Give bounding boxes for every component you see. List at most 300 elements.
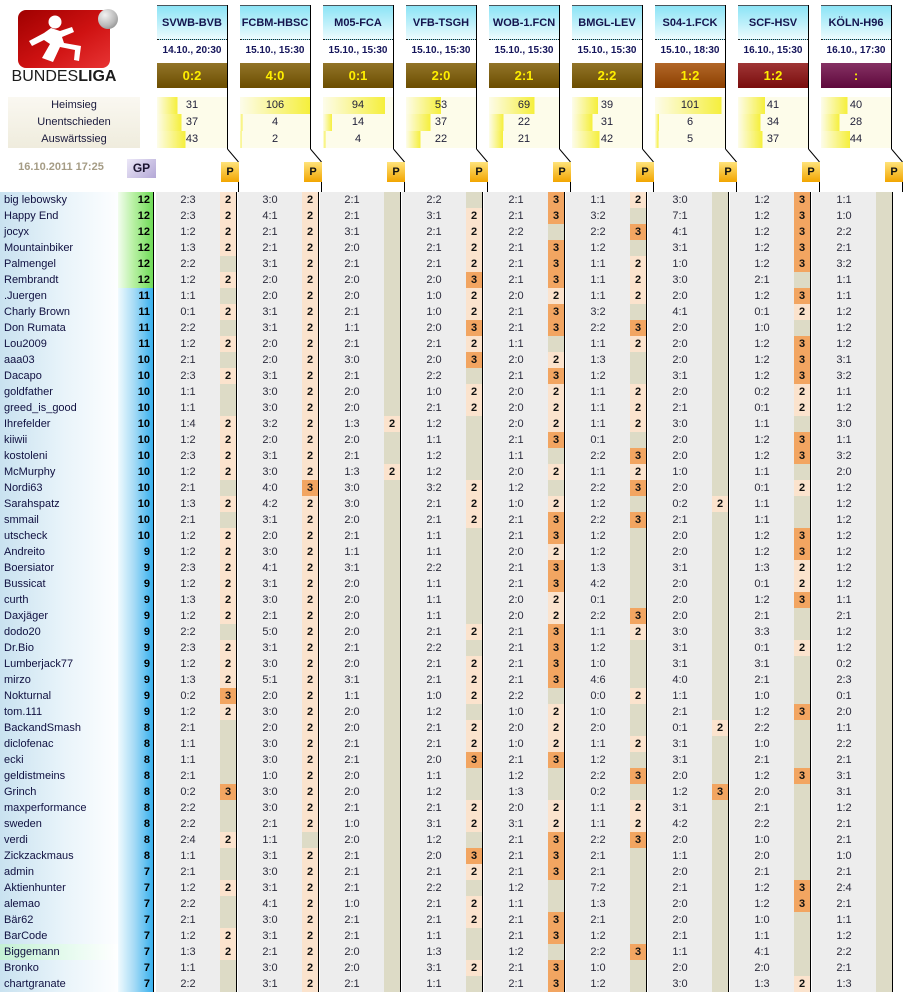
tip-points: 3: [548, 848, 565, 864]
match-tip-cell: [402, 800, 484, 816]
tip-points: [466, 192, 483, 208]
tip-score: 2:1: [156, 352, 220, 368]
tip-points: [712, 608, 729, 624]
match-tip-cell: [156, 352, 238, 368]
tip-score: 1:1: [402, 976, 466, 992]
tip-points: 2: [302, 192, 319, 208]
match-name: WOB-1.FCN: [489, 5, 559, 40]
player-total-points: 10: [118, 400, 154, 416]
tip-score: 2:2: [730, 816, 794, 832]
stat-draw-count: 31: [600, 116, 614, 128]
stat-home-win-count: 39: [600, 99, 614, 111]
points-column-header: [489, 149, 572, 192]
points-sort-button[interactable]: P: [802, 162, 820, 182]
tip-points: 2: [220, 240, 237, 256]
tip-points: [384, 672, 401, 688]
player-total-points: 9: [118, 624, 154, 640]
match-tip-cell: [730, 688, 812, 704]
match-tip-cell: [402, 640, 484, 656]
tip-score: 2:0: [648, 352, 712, 368]
tip-points: [220, 912, 237, 928]
tip-points: [712, 384, 729, 400]
tip-score: 2:0: [648, 544, 712, 560]
column-divider: [227, 5, 228, 149]
tip-score: 3:1: [320, 560, 384, 576]
match-tip-cell: [402, 880, 484, 896]
tip-points: 2: [302, 912, 319, 928]
match-tip-cell: [812, 592, 894, 608]
match-tip-cell: [566, 688, 648, 704]
points-sort-button[interactable]: P: [221, 162, 239, 182]
match-tip-cell: [730, 672, 812, 688]
tip-points: 3: [548, 192, 565, 208]
player-total-points: 7: [118, 928, 154, 944]
match-tip-cell: [484, 848, 566, 864]
match-result: 1:2: [738, 63, 808, 88]
match-result: 2:0: [406, 63, 476, 88]
tip-score: 1:3: [320, 416, 384, 432]
tip-points: [876, 848, 893, 864]
player-total-points: 7: [118, 912, 154, 928]
tip-points: 2: [794, 576, 811, 592]
tip-score: 2:1: [320, 848, 384, 864]
tip-points: [876, 432, 893, 448]
stat-home-win-bar: [655, 97, 725, 114]
tip-points: 2: [302, 768, 319, 784]
match-tip-cell: [648, 368, 730, 384]
match-tip-cell: [566, 224, 648, 240]
tip-points: 2: [466, 256, 483, 272]
tip-points: [712, 704, 729, 720]
tip-score: 2:1: [156, 768, 220, 784]
tip-points: 2: [466, 688, 483, 704]
tip-points: [466, 976, 483, 992]
tip-score: 0:1: [156, 304, 220, 320]
tip-points: [630, 720, 647, 736]
tip-points: 2: [302, 288, 319, 304]
tip-points: [220, 816, 237, 832]
stat-draw-bar: [157, 114, 227, 131]
player-row: [0, 320, 904, 336]
tip-points: [220, 800, 237, 816]
tip-score: 4:1: [648, 224, 712, 240]
tip-points: 2: [302, 320, 319, 336]
tip-score: 1:2: [730, 208, 794, 224]
match-tip-cell: [156, 688, 238, 704]
stat-home-win-count: 31: [185, 99, 199, 111]
tip-score: 2:0: [238, 432, 302, 448]
tip-points: 2: [466, 896, 483, 912]
tip-score: 1:3: [156, 592, 220, 608]
match-tip-cell: [730, 864, 812, 880]
match-tip-cell: [320, 688, 402, 704]
tip-points: [712, 640, 729, 656]
match-tip-cell: [566, 960, 648, 976]
tip-points: [548, 944, 565, 960]
tip-points: [384, 752, 401, 768]
points-sort-button[interactable]: P: [387, 162, 405, 182]
tip-points: [712, 624, 729, 640]
match-tip-cell: [566, 256, 648, 272]
tip-score: 1:0: [238, 768, 302, 784]
tip-points: [384, 704, 401, 720]
player-name: Ihrefelder: [0, 416, 118, 432]
match-tip-cell: [238, 304, 320, 320]
tip-score: 3:1: [238, 304, 302, 320]
stat-home-win-count: 94: [351, 99, 365, 111]
tip-score: 3:1: [238, 256, 302, 272]
points-sort-button[interactable]: P: [304, 162, 322, 182]
tip-points: [384, 832, 401, 848]
tip-points: [384, 736, 401, 752]
tip-score: 2:0: [320, 704, 384, 720]
tip-points: 2: [630, 800, 647, 816]
tip-score: 2:2: [730, 720, 794, 736]
match-tip-cell: [402, 608, 484, 624]
tip-score: 2:0: [238, 688, 302, 704]
player-row: [0, 848, 904, 864]
match-tip-cell: [156, 704, 238, 720]
tip-points: [794, 944, 811, 960]
tip-points: 2: [630, 400, 647, 416]
tip-score: 2:1: [730, 864, 794, 880]
total-points-sort-button[interactable]: GP: [127, 159, 156, 178]
tip-score: 2:1: [484, 912, 548, 928]
match-tip-cell: [238, 816, 320, 832]
tip-points: [630, 560, 647, 576]
tip-points: [876, 256, 893, 272]
player-row: [0, 208, 904, 224]
tip-points: 3: [466, 752, 483, 768]
match-tip-cell: [238, 960, 320, 976]
tip-points: 3: [220, 688, 237, 704]
tip-points: [466, 768, 483, 784]
tip-points: 3: [548, 272, 565, 288]
match-tip-cell: [812, 272, 894, 288]
match-tip-cell: [402, 416, 484, 432]
match-tip-cell: [402, 480, 484, 496]
match-tip-cell: [566, 816, 648, 832]
match-tip-cell: [402, 912, 484, 928]
match-tip-cell: [320, 528, 402, 544]
tip-points: 3: [630, 448, 647, 464]
tip-points: [794, 688, 811, 704]
tip-score: 1:0: [402, 304, 466, 320]
player-name: kiiwii: [0, 432, 118, 448]
match-tip-cell: [648, 544, 730, 560]
tip-score: 3:1: [238, 848, 302, 864]
match-tip-cell: [648, 464, 730, 480]
tip-points: 2: [794, 560, 811, 576]
match-tip-cell: [484, 384, 566, 400]
tip-points: 3: [548, 832, 565, 848]
tip-score: 1:2: [402, 464, 466, 480]
match-tip-cell: [648, 784, 730, 800]
player-name: McMurphy: [0, 464, 118, 480]
match-tip-cell: [484, 432, 566, 448]
match-tip-cell: [812, 976, 894, 992]
match-tip-cell: [484, 224, 566, 240]
match-tip-statistics: [323, 97, 393, 148]
match-tip-cell: [730, 352, 812, 368]
match-tip-cell: [320, 912, 402, 928]
tip-score: 3:2: [566, 208, 630, 224]
match-tip-cell: [156, 224, 238, 240]
tip-points: 3: [794, 336, 811, 352]
tip-points: 2: [302, 368, 319, 384]
tip-statistics-legend: [8, 97, 140, 148]
player-total-points: 9: [118, 592, 154, 608]
tip-score: 2:0: [730, 848, 794, 864]
tip-points: 2: [302, 848, 319, 864]
tip-points: 2: [220, 704, 237, 720]
tip-points: [876, 784, 893, 800]
match-tip-cell: [566, 576, 648, 592]
match-tip-cell: [484, 416, 566, 432]
tip-points: [794, 672, 811, 688]
tip-points: 3: [548, 752, 565, 768]
tip-points: [220, 352, 237, 368]
tip-points: 2: [548, 400, 565, 416]
tip-points: [794, 272, 811, 288]
tip-score: 3:2: [812, 448, 876, 464]
player-name: Nokturnal: [0, 688, 118, 704]
tip-points: [384, 896, 401, 912]
match-tip-cell: [730, 320, 812, 336]
tip-score: 1:0: [566, 656, 630, 672]
points-sort-button[interactable]: P: [553, 162, 571, 182]
tip-score: 2:1: [402, 224, 466, 240]
match-tip-cell: [238, 208, 320, 224]
tip-score: 2:1: [648, 704, 712, 720]
tip-score: 2:3: [156, 560, 220, 576]
match-tip-cell: [156, 432, 238, 448]
match-tip-cell: [156, 912, 238, 928]
tip-score: 2:0: [648, 576, 712, 592]
tip-score: 2:0: [238, 288, 302, 304]
match-tip-cell: [648, 240, 730, 256]
tip-points: 3: [466, 352, 483, 368]
match-tip-cell: [812, 736, 894, 752]
tip-points: [876, 208, 893, 224]
tip-score: 1:2: [566, 640, 630, 656]
match-tip-cell: [730, 848, 812, 864]
player-total-points: 8: [118, 848, 154, 864]
tip-points: [794, 752, 811, 768]
tip-score: 2:1: [238, 816, 302, 832]
tip-score: 2:1: [402, 512, 466, 528]
tip-score: 0:0: [566, 688, 630, 704]
tip-points: [220, 848, 237, 864]
wordmark-bold: LIGA: [78, 68, 117, 85]
tip-score: 2:1: [238, 224, 302, 240]
tip-points: [630, 544, 647, 560]
tip-score: 1:2: [730, 592, 794, 608]
tip-score: 2:1: [402, 672, 466, 688]
tip-points: 2: [466, 672, 483, 688]
match-tip-cell: [566, 384, 648, 400]
match-tip-cell: [566, 320, 648, 336]
stat-away-win-bar: [240, 131, 310, 148]
match-tip-cell: [156, 368, 238, 384]
tip-score: 1:2: [730, 368, 794, 384]
tip-score: 3:1: [320, 224, 384, 240]
tip-points: [220, 976, 237, 992]
tip-points: [712, 320, 729, 336]
points-sort-button[interactable]: P: [719, 162, 737, 182]
tip-points: 2: [466, 240, 483, 256]
tip-score: 2:1: [156, 720, 220, 736]
tip-score: 2:1: [402, 656, 466, 672]
wordmark-regular: BUNDES: [11, 68, 79, 85]
tip-score: 2:0: [320, 960, 384, 976]
tip-points: 2: [466, 224, 483, 240]
match-tip-cell: [566, 848, 648, 864]
match-kickoff-date: 15.10., 15:30: [572, 41, 642, 59]
tip-points: [466, 368, 483, 384]
tip-score: 2:2: [566, 832, 630, 848]
player-total-points: 9: [118, 544, 154, 560]
stat-draw-bar: [489, 114, 559, 131]
match-tip-cell: [484, 720, 566, 736]
match-tip-cell: [812, 624, 894, 640]
tip-score: 2:1: [320, 448, 384, 464]
match-tip-cell: [648, 592, 730, 608]
points-sort-button[interactable]: P: [636, 162, 654, 182]
tip-points: [712, 592, 729, 608]
match-tip-cell: [730, 432, 812, 448]
match-tip-cell: [320, 288, 402, 304]
tip-score: 2:0: [484, 352, 548, 368]
tip-points: [630, 960, 647, 976]
match-tip-cell: [402, 576, 484, 592]
points-sort-button[interactable]: P: [885, 162, 903, 182]
tip-score: 2:0: [484, 384, 548, 400]
match-tip-cell: [812, 464, 894, 480]
match-tip-cell: [730, 912, 812, 928]
match-tip-cell: [730, 336, 812, 352]
tip-score: 2:1: [484, 832, 548, 848]
tip-score: 3:1: [484, 816, 548, 832]
tip-score: 3:2: [812, 368, 876, 384]
tip-score: 2:1: [484, 848, 548, 864]
player-row: [0, 960, 904, 976]
match-tip-cell: [484, 288, 566, 304]
tip-points: 3: [548, 912, 565, 928]
match-tip-cell: [320, 816, 402, 832]
player-name: Sarahspatz: [0, 496, 118, 512]
tip-score: 1:0: [566, 704, 630, 720]
match-columns: [157, 0, 904, 192]
tip-points: 2: [302, 352, 319, 368]
points-sort-button[interactable]: P: [470, 162, 488, 182]
tip-points: [630, 368, 647, 384]
tip-score: 3:1: [812, 784, 876, 800]
tip-points: 2: [220, 224, 237, 240]
tip-points: [712, 256, 729, 272]
tip-score: 1:0: [320, 896, 384, 912]
tip-score: 1:2: [648, 784, 712, 800]
match-tip-cell: [402, 272, 484, 288]
player-name: utscheck: [0, 528, 118, 544]
tip-points: [794, 864, 811, 880]
column-divider: [725, 5, 726, 149]
tip-score: 2:1: [648, 400, 712, 416]
tip-points: 2: [220, 336, 237, 352]
tip-score: 2:0: [238, 336, 302, 352]
tip-score: 2:0: [484, 288, 548, 304]
tip-points: 2: [302, 656, 319, 672]
match-tip-cell: [238, 896, 320, 912]
player-total-points: 8: [118, 832, 154, 848]
tip-score: 3:1: [812, 352, 876, 368]
match-tip-cell: [238, 608, 320, 624]
tip-points: [794, 960, 811, 976]
tip-score: 2:0: [320, 384, 384, 400]
tip-points: 2: [302, 496, 319, 512]
tip-score: 3:1: [238, 576, 302, 592]
tip-score: 3:0: [238, 736, 302, 752]
tip-points: 3: [630, 768, 647, 784]
player-name: maxperformance: [0, 800, 118, 816]
tip-score: 2:1: [484, 256, 548, 272]
tip-score: 1:3: [402, 944, 466, 960]
match-tip-cell: [238, 352, 320, 368]
tip-points: 2: [220, 608, 237, 624]
match-tip-cell: [238, 320, 320, 336]
tip-score: 1:3: [320, 464, 384, 480]
tip-score: 2:2: [812, 736, 876, 752]
match-tip-cell: [238, 464, 320, 480]
tip-points: 3: [630, 320, 647, 336]
tip-score: 3:0: [238, 704, 302, 720]
match-tip-cell: [238, 416, 320, 432]
tip-score: 0:1: [566, 432, 630, 448]
player-name: Andreito: [0, 544, 118, 560]
stat-home-win-bar: [240, 97, 310, 114]
tip-score: 2:1: [484, 672, 548, 688]
tip-score: 3:1: [730, 656, 794, 672]
match-tip-cell: [648, 576, 730, 592]
match-tip-cell: [812, 704, 894, 720]
tip-points: 3: [548, 576, 565, 592]
tip-score: 2:1: [402, 240, 466, 256]
match-tip-cell: [566, 288, 648, 304]
match-tip-cell: [320, 432, 402, 448]
tip-score: 2:1: [484, 624, 548, 640]
tip-score: 2:0: [484, 608, 548, 624]
tip-points: [712, 656, 729, 672]
tip-score: 2:1: [238, 240, 302, 256]
tip-score: 1:0: [484, 736, 548, 752]
player-total-points: 9: [118, 656, 154, 672]
tip-score: 1:2: [730, 880, 794, 896]
tip-score: 4:1: [238, 208, 302, 224]
match-tip-cell: [648, 320, 730, 336]
tip-score: 0:1: [730, 640, 794, 656]
tip-points: 2: [630, 688, 647, 704]
tip-points: 2: [794, 976, 811, 992]
tip-score: 1:2: [730, 256, 794, 272]
tip-score: 1:1: [402, 928, 466, 944]
match-tip-cell: [156, 464, 238, 480]
tip-score: 1:1: [402, 576, 466, 592]
match-tip-cell: [238, 432, 320, 448]
match-tip-cell: [730, 736, 812, 752]
tip-points: 2: [630, 816, 647, 832]
tip-points: [466, 544, 483, 560]
match-tip-cell: [320, 768, 402, 784]
